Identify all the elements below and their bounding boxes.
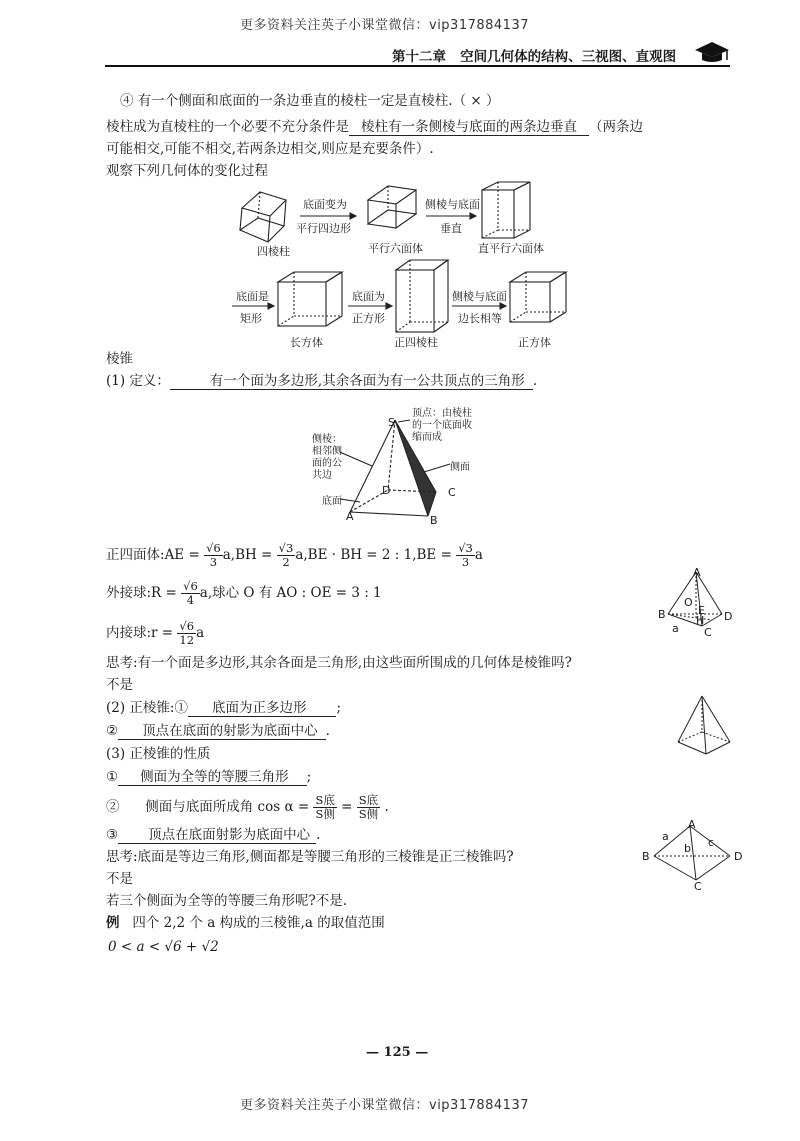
regular-pyramid-cond-2: ② 顶点在底面的射影为底面中心 .	[106, 723, 330, 739]
caption-square-prism: 正四棱柱	[394, 336, 438, 349]
lateral-face-annotation: 侧面	[450, 462, 470, 473]
caption-cuboid: 长方体	[290, 336, 323, 349]
tetrahedron-formula: 正四面体:AE = $\frac{√6}{3}$ a,BH = $\frac{√3}{2}$ a,BE · BH = 2 : 1,BE = $\frac{√3}{3}$ a	[106, 541, 483, 569]
chapter-heading	[392, 45, 676, 65]
answer-mark: ×	[470, 93, 482, 109]
tet-label-A: A	[693, 566, 701, 579]
definition-blank: 有一个面为多边形,其余各面为有一公共顶点的三角形	[170, 373, 533, 390]
tet-label-H: H	[696, 614, 705, 627]
example-answer: 0 < a < √6 + √2	[108, 939, 219, 955]
tet-label-E: E	[698, 604, 705, 617]
pyramid-title: 棱锥	[106, 351, 133, 367]
property-1: ① 侧面为全等的等腰三角形 ;	[106, 769, 312, 785]
header-watermark: 更多资料关注英子小课堂微信：vip317884137	[240, 18, 529, 33]
answer-2: 不是	[106, 871, 133, 887]
tet-label-C: C	[704, 626, 712, 639]
property-blank-1: 侧面为全等的等腰三角形	[118, 769, 307, 786]
arrowb3-top-label: 侧棱与底面	[452, 290, 507, 303]
answer-1: 不是	[106, 677, 133, 693]
condition-note: 可能相交,可能不相交,若两条边相交,则应是充要条件）.	[106, 141, 434, 157]
example-text: 四个 2,2 个 a 构成的三棱锥,a 的取值范围	[132, 915, 385, 931]
label-B: B	[430, 514, 438, 527]
circumsphere-formula: 外接球:R = $\frac{√6}{4}$ a,球心 O 有 AO : OE = 3 : 1	[106, 579, 382, 607]
apex-annotation: 顶点：由棱柱的一个底面收缩而成	[412, 408, 472, 443]
if-three-faces: 若三个侧面为全等的等腰三角形呢?不是.	[106, 893, 348, 909]
tet2-label-C: C	[694, 880, 702, 893]
property-blank-3: 顶点在底面射影为底面中心	[118, 827, 316, 844]
properties-title: (3) 正棱锥的性质	[106, 746, 211, 762]
arrowb2-bottom-label: 正方形	[352, 312, 385, 325]
property-2: ② 侧面与底面所成角 cos α = $\frac{\text{S底}}{\text{S侧}}$ = $\frac{\text{S底}}{\text{S侧}}$ .	[106, 793, 389, 821]
label-S: S	[388, 416, 395, 429]
regular-pyramid-cond-1: (2) 正棱锥:① 底面为正多边形 ;	[106, 700, 342, 716]
arrow1-top-label: 底面变为	[303, 198, 347, 211]
graduation-cap-icon	[694, 40, 730, 64]
caption-right-parallelepiped: 直平行六面体	[478, 242, 544, 255]
regular-blank-2: 顶点在底面的射影为底面中心	[118, 723, 326, 740]
tet2-label-b: b	[684, 842, 691, 855]
square-pyramid-figure	[672, 692, 736, 768]
page-number: — 125 —	[366, 1045, 429, 1060]
observe-caption: 观察下列几何体的变化过程	[106, 163, 268, 179]
property-3: ③ 顶点在底面射影为底面中心 .	[106, 827, 321, 843]
think-question-2: 思考:底面是等边三角形,侧面都是等腰三角形的三棱锥是正三棱锥吗?	[106, 849, 514, 865]
header-rule	[105, 65, 730, 67]
caption-parallelepiped: 平行六面体	[368, 242, 423, 255]
arrow2-top-label: 侧棱与底面	[425, 198, 480, 211]
caption-cube: 正方体	[518, 336, 551, 349]
tet2-label-c: c	[708, 836, 715, 849]
arrowb2-top-label: 底面为	[352, 290, 385, 303]
tet-label-D: D	[724, 610, 733, 623]
tet-label-O: O	[684, 596, 693, 609]
arrow2-bottom-label: 垂直	[440, 222, 462, 235]
arrow1-bottom-label: 平行四边形	[296, 222, 351, 235]
necessary-condition: 棱柱成为直棱柱的一个必要不充分条件是 棱柱有一条侧棱与底面的两条边垂直 （两条边	[106, 119, 643, 135]
pyramid-definition: (1) 定义： 有一个面为多边形,其余各面为有一公共顶点的三角形 .	[106, 373, 538, 389]
tet2-label-a: a	[662, 830, 669, 843]
tet2-label-B: B	[642, 850, 650, 863]
chapter-title: 空间几何体的结构、三视图、直观图	[460, 49, 677, 65]
inscribed-sphere-formula: 内接球:r = $\frac{√6}{12}$ a	[106, 619, 205, 647]
tet-label-B: B	[658, 608, 666, 621]
base-annotation: 底面	[322, 496, 342, 507]
caption-quad-prism: 四棱柱	[257, 245, 290, 258]
lateral-edge-annotation: 侧棱：相邻侧面的公共边	[312, 434, 342, 481]
example	[106, 914, 385, 932]
footer-watermark: 更多资料关注英子小课堂微信：vip317884137	[240, 1098, 529, 1113]
condition-blank: 棱柱有一条侧棱与底面的两条边垂直	[349, 119, 589, 136]
chapter-number: 第十二章	[392, 49, 446, 65]
label-C: C	[448, 486, 456, 499]
arrowb3-bottom-label: 边长相等	[458, 312, 502, 325]
example-label: 例	[106, 915, 120, 931]
tet-label-a: a	[672, 622, 679, 635]
label-A: A	[346, 510, 354, 523]
prism-transformation-figure	[230, 178, 590, 354]
think-question-1: 思考:有一个面是多边形,其余各面是三角形,由这些面所围成的几何体是棱锥吗?	[106, 655, 572, 671]
tet2-label-D: D	[734, 850, 743, 863]
arrowb1-top-label: 底面是	[236, 290, 269, 303]
label-D: D	[382, 484, 391, 497]
regular-blank-1: 底面为正多边形	[188, 700, 337, 717]
statement-4: ④ 有一个侧面和底面的一条边垂直的棱柱一定是直棱柱.（ × ）	[120, 93, 500, 109]
tet2-label-A: A	[688, 818, 696, 831]
arrowb1-bottom-label: 矩形	[240, 312, 262, 325]
